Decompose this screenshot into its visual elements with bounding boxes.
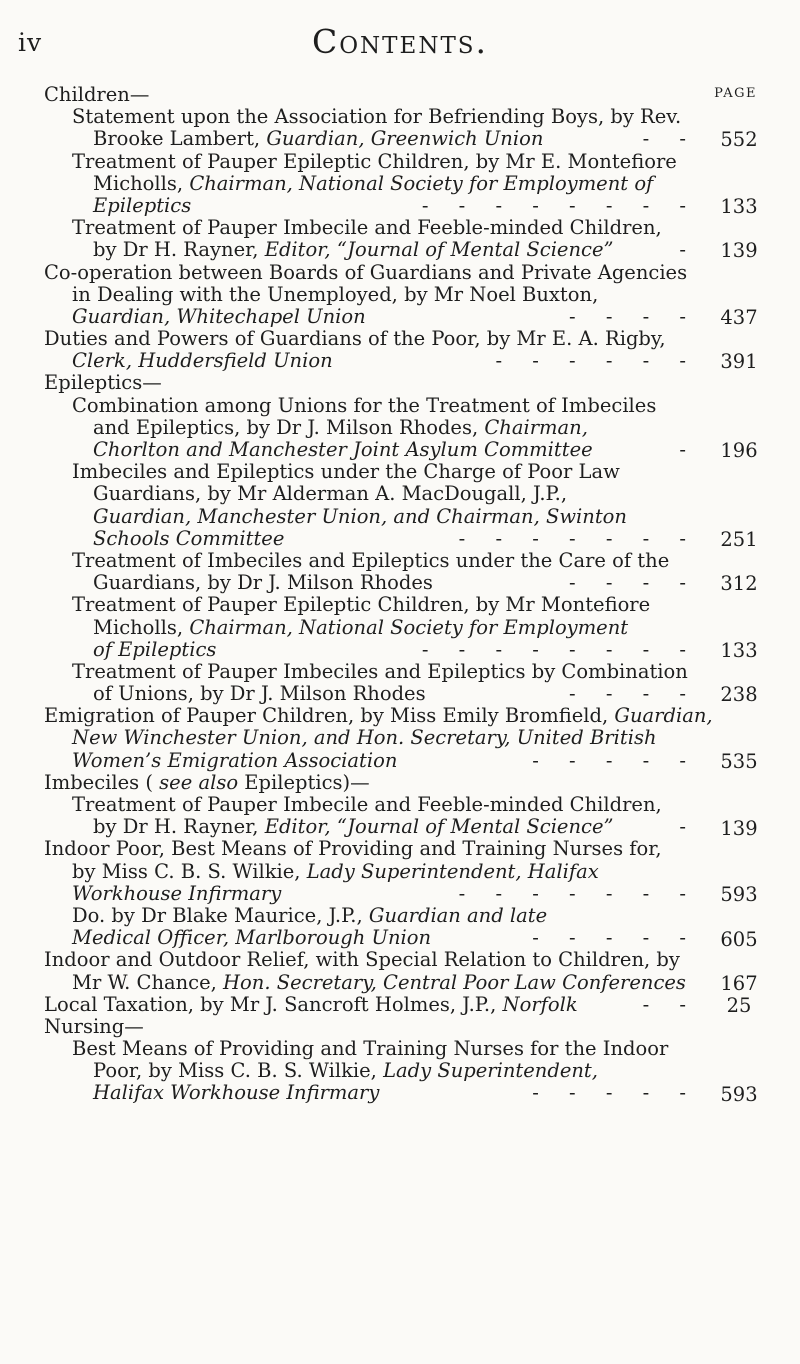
toc-line (44, 151, 698, 173)
toc-text: in Dealing with the Unemployed, by Mr Noel Buxton, (72, 282, 599, 306)
toc-line (44, 306, 698, 328)
toc-page-number: 25 (726, 994, 752, 1018)
toc-text: Treatment of Pauper Epileptic Children, by Mr E. Montefiore (72, 149, 677, 173)
toc-text: Statement upon the Association for Befriending Boys, by Rev. (72, 105, 682, 129)
toc-dots: - - - - (569, 571, 698, 595)
toc-line (44, 128, 698, 150)
toc-line (44, 949, 698, 971)
page-title: Contents. (311, 22, 489, 61)
toc-page-number: 251 (720, 528, 758, 551)
toc-line (44, 572, 698, 594)
toc-it: Chairman, National Society for Employment of (189, 171, 654, 195)
toc-text: Duties and Powers of Guardians of the Poor, by Mr E. A. Rigby, (44, 327, 666, 351)
toc-line (44, 794, 698, 816)
toc-text: by Dr H. Rayner, (93, 815, 259, 839)
toc-text: Micholls, (93, 615, 184, 639)
toc-line (44, 506, 698, 528)
toc-text: by Dr H. Rayner, (93, 238, 259, 262)
toc-page-number: 593 (720, 1083, 758, 1106)
toc-text: Epileptics— (44, 371, 162, 395)
toc-it: Hon. Secretary, Central Poor Law Conferences (223, 970, 686, 994)
toc-it: see also (159, 770, 239, 794)
toc-it: Editor, “Journal of Mental Science” (264, 815, 614, 839)
toc-text: Indoor and Outdoor Relief, with Special Relation to Children, by (44, 948, 680, 972)
toc-it: Medical Officer, Marlborough Union (72, 926, 432, 950)
toc-line (44, 84, 698, 106)
toc-line (44, 106, 698, 128)
toc-line (44, 1016, 698, 1038)
toc-page-number: 133 (720, 195, 758, 218)
toc-text: Local Taxation, by Mr J. Sancroft Holmes, J.P., (44, 992, 497, 1016)
toc-dots: - - - - - (532, 926, 698, 950)
toc-it: Lady Superintendent, (383, 1059, 598, 1083)
toc-line (44, 883, 698, 905)
toc-dots: - (679, 238, 698, 262)
toc-line (44, 727, 698, 749)
toc-line (44, 838, 698, 860)
toc-it: Chairman, National Society for Employment (189, 615, 629, 639)
toc-it: Schools Committee (93, 526, 285, 550)
toc-text: Mr W. Chance, (72, 970, 217, 994)
toc-line (44, 461, 698, 483)
toc-dots: - - - - - - (495, 349, 698, 373)
toc-line (44, 550, 698, 572)
toc-line (44, 195, 698, 217)
toc-it: Halifax Workhouse Infirmary (93, 1081, 380, 1105)
toc-dots: - - - - (569, 304, 698, 328)
page-header (0, 22, 800, 70)
toc-line (44, 372, 698, 394)
toc-it: Clerk, Huddersfield Union (72, 349, 333, 373)
toc-it: Guardian, (614, 704, 713, 728)
toc-it: Workhouse Infirmary (72, 881, 282, 905)
toc-line (44, 1038, 698, 1060)
toc-text: Emigration of Pauper Children, by Miss Emily Bromfield, (44, 704, 609, 728)
toc-dots: - - - - (569, 682, 698, 706)
toc-dots: - - - - - (532, 748, 698, 772)
toc-line (44, 750, 698, 772)
toc-line (44, 704, 713, 728)
toc-dots: - (679, 438, 698, 461)
toc-text: and Epileptics, by Dr J. Milson Rhodes, (93, 415, 479, 439)
toc-line (44, 861, 698, 883)
toc-text: Combination among Unions for the Treatment of Imbeciles (72, 393, 657, 417)
toc-tail: Epileptics)— (238, 770, 370, 794)
toc-text: Treatment of Imbeciles and Epileptics under the Care of the (72, 548, 670, 572)
toc-text: Treatment of Pauper Imbeciles and Epileptics by Combination (72, 659, 688, 683)
toc-line (44, 483, 698, 505)
toc-line (44, 417, 698, 439)
toc-dots: - - - - - - - (458, 881, 698, 905)
toc-line (44, 617, 698, 639)
toc-it: Chairman, (484, 415, 588, 439)
toc-dots: - - - - - - - - (421, 193, 698, 217)
toc-text: Guardians, by Dr J. Milson Rhodes (93, 571, 433, 595)
toc-it: New Winchester Union, and Hon. Secretary, United British (72, 726, 657, 750)
toc-page-number: 593 (720, 883, 758, 907)
toc-text: Treatment of Pauper Imbecile and Feeble-minded Children, (72, 216, 662, 240)
toc-page-number: 552 (720, 128, 758, 152)
toc-line (44, 395, 698, 417)
toc-it: Guardian, Greenwich Union (266, 127, 544, 151)
toc-it: Epileptics (93, 193, 192, 217)
toc-line (44, 683, 698, 705)
toc-text: Treatment of Pauper Imbecile and Feeble-minded Children, (72, 793, 662, 816)
toc-line (44, 173, 698, 195)
toc-it: of Epileptics (93, 637, 217, 661)
toc-text: Children— (44, 83, 150, 106)
toc-page-number: 312 (720, 572, 758, 596)
toc-line (44, 1082, 698, 1104)
toc-text: Imbeciles and Epileptics under the Charge of Poor Law (72, 460, 620, 484)
toc-text: Poor, by Miss C. B. S. Wilkie, (93, 1059, 377, 1083)
toc-line (44, 639, 698, 661)
toc-line (44, 439, 698, 461)
toc-it: Women’s Emigration Association (72, 748, 398, 772)
toc-line (44, 239, 698, 261)
toc-page-number: 605 (720, 927, 758, 951)
toc-it: Guardian and late (368, 903, 548, 927)
toc-text: Best Means of Providing and Training Nurses for the Indoor (72, 1037, 669, 1061)
toc-it: Lady Superintendent, Halifax (306, 859, 599, 883)
toc-text: Treatment of Pauper Epileptic Children, by Mr Montefiore (72, 593, 651, 617)
toc-text: Brooke Lambert, (93, 127, 261, 151)
toc-line (44, 328, 698, 350)
toc-it: Guardian, Whitechapel Union (72, 304, 366, 328)
toc-it: Norfolk (502, 992, 578, 1016)
toc-page-number: 133 (720, 639, 758, 662)
toc-page-number: 437 (720, 306, 758, 329)
toc-dots: - - (642, 992, 698, 1016)
toc-line (44, 262, 698, 284)
toc-page-number: 391 (720, 350, 758, 374)
toc-text: Imbeciles ( (44, 770, 153, 794)
toc-text: by Miss C. B. S. Wilkie, (72, 859, 301, 883)
toc-line (44, 927, 698, 949)
toc-line (44, 816, 698, 838)
toc-text: of Unions, by Dr J. Milson Rhodes (93, 682, 426, 706)
toc-dots: - - (642, 127, 698, 151)
toc-page-number: 139 (720, 239, 758, 263)
page-folio: iv (18, 28, 43, 57)
toc-line (44, 972, 698, 994)
toc-page-number: 139 (720, 816, 758, 840)
toc-text: Do. by Dr Blake Maurice, J.P., (72, 903, 363, 927)
toc-line (44, 994, 698, 1016)
toc-dots: - - - - - (532, 1081, 698, 1105)
toc-line (44, 217, 698, 239)
toc-dots: - - - - - - - (458, 526, 698, 550)
toc-page-number: 238 (720, 683, 758, 707)
toc-it: Editor, “Journal of Mental Science” (264, 238, 614, 262)
toc-page-number: 535 (720, 750, 758, 773)
page-column-label: PAGE (714, 86, 757, 101)
toc-page-number: 167 (720, 972, 758, 995)
toc-line (44, 1060, 698, 1082)
toc-line (44, 661, 698, 683)
toc-dots: - (679, 815, 698, 839)
toc-line (44, 284, 698, 306)
toc-it: Chorlton and Manchester Joint Asylum Committee (93, 438, 593, 461)
toc-line (44, 772, 698, 794)
toc-page-number: 196 (720, 439, 758, 463)
toc-line (44, 905, 698, 927)
toc-it: Guardian, Manchester Union, and Chairman, Swinton (93, 504, 627, 528)
toc-line (44, 528, 698, 550)
toc-text: Micholls, (93, 171, 184, 195)
toc-text: Indoor Poor, Best Means of Providing and Training Nurses for, (44, 837, 662, 861)
toc-dots: - - - - - - - - (421, 637, 698, 661)
toc-line (44, 350, 698, 372)
toc-text: Co-operation between Boards of Guardians and Private Agencies (44, 260, 688, 284)
toc-line (44, 594, 698, 616)
toc-text: Guardians, by Mr Alderman A. MacDougall, J.P., (93, 482, 568, 506)
toc-text: Nursing— (44, 1014, 144, 1038)
